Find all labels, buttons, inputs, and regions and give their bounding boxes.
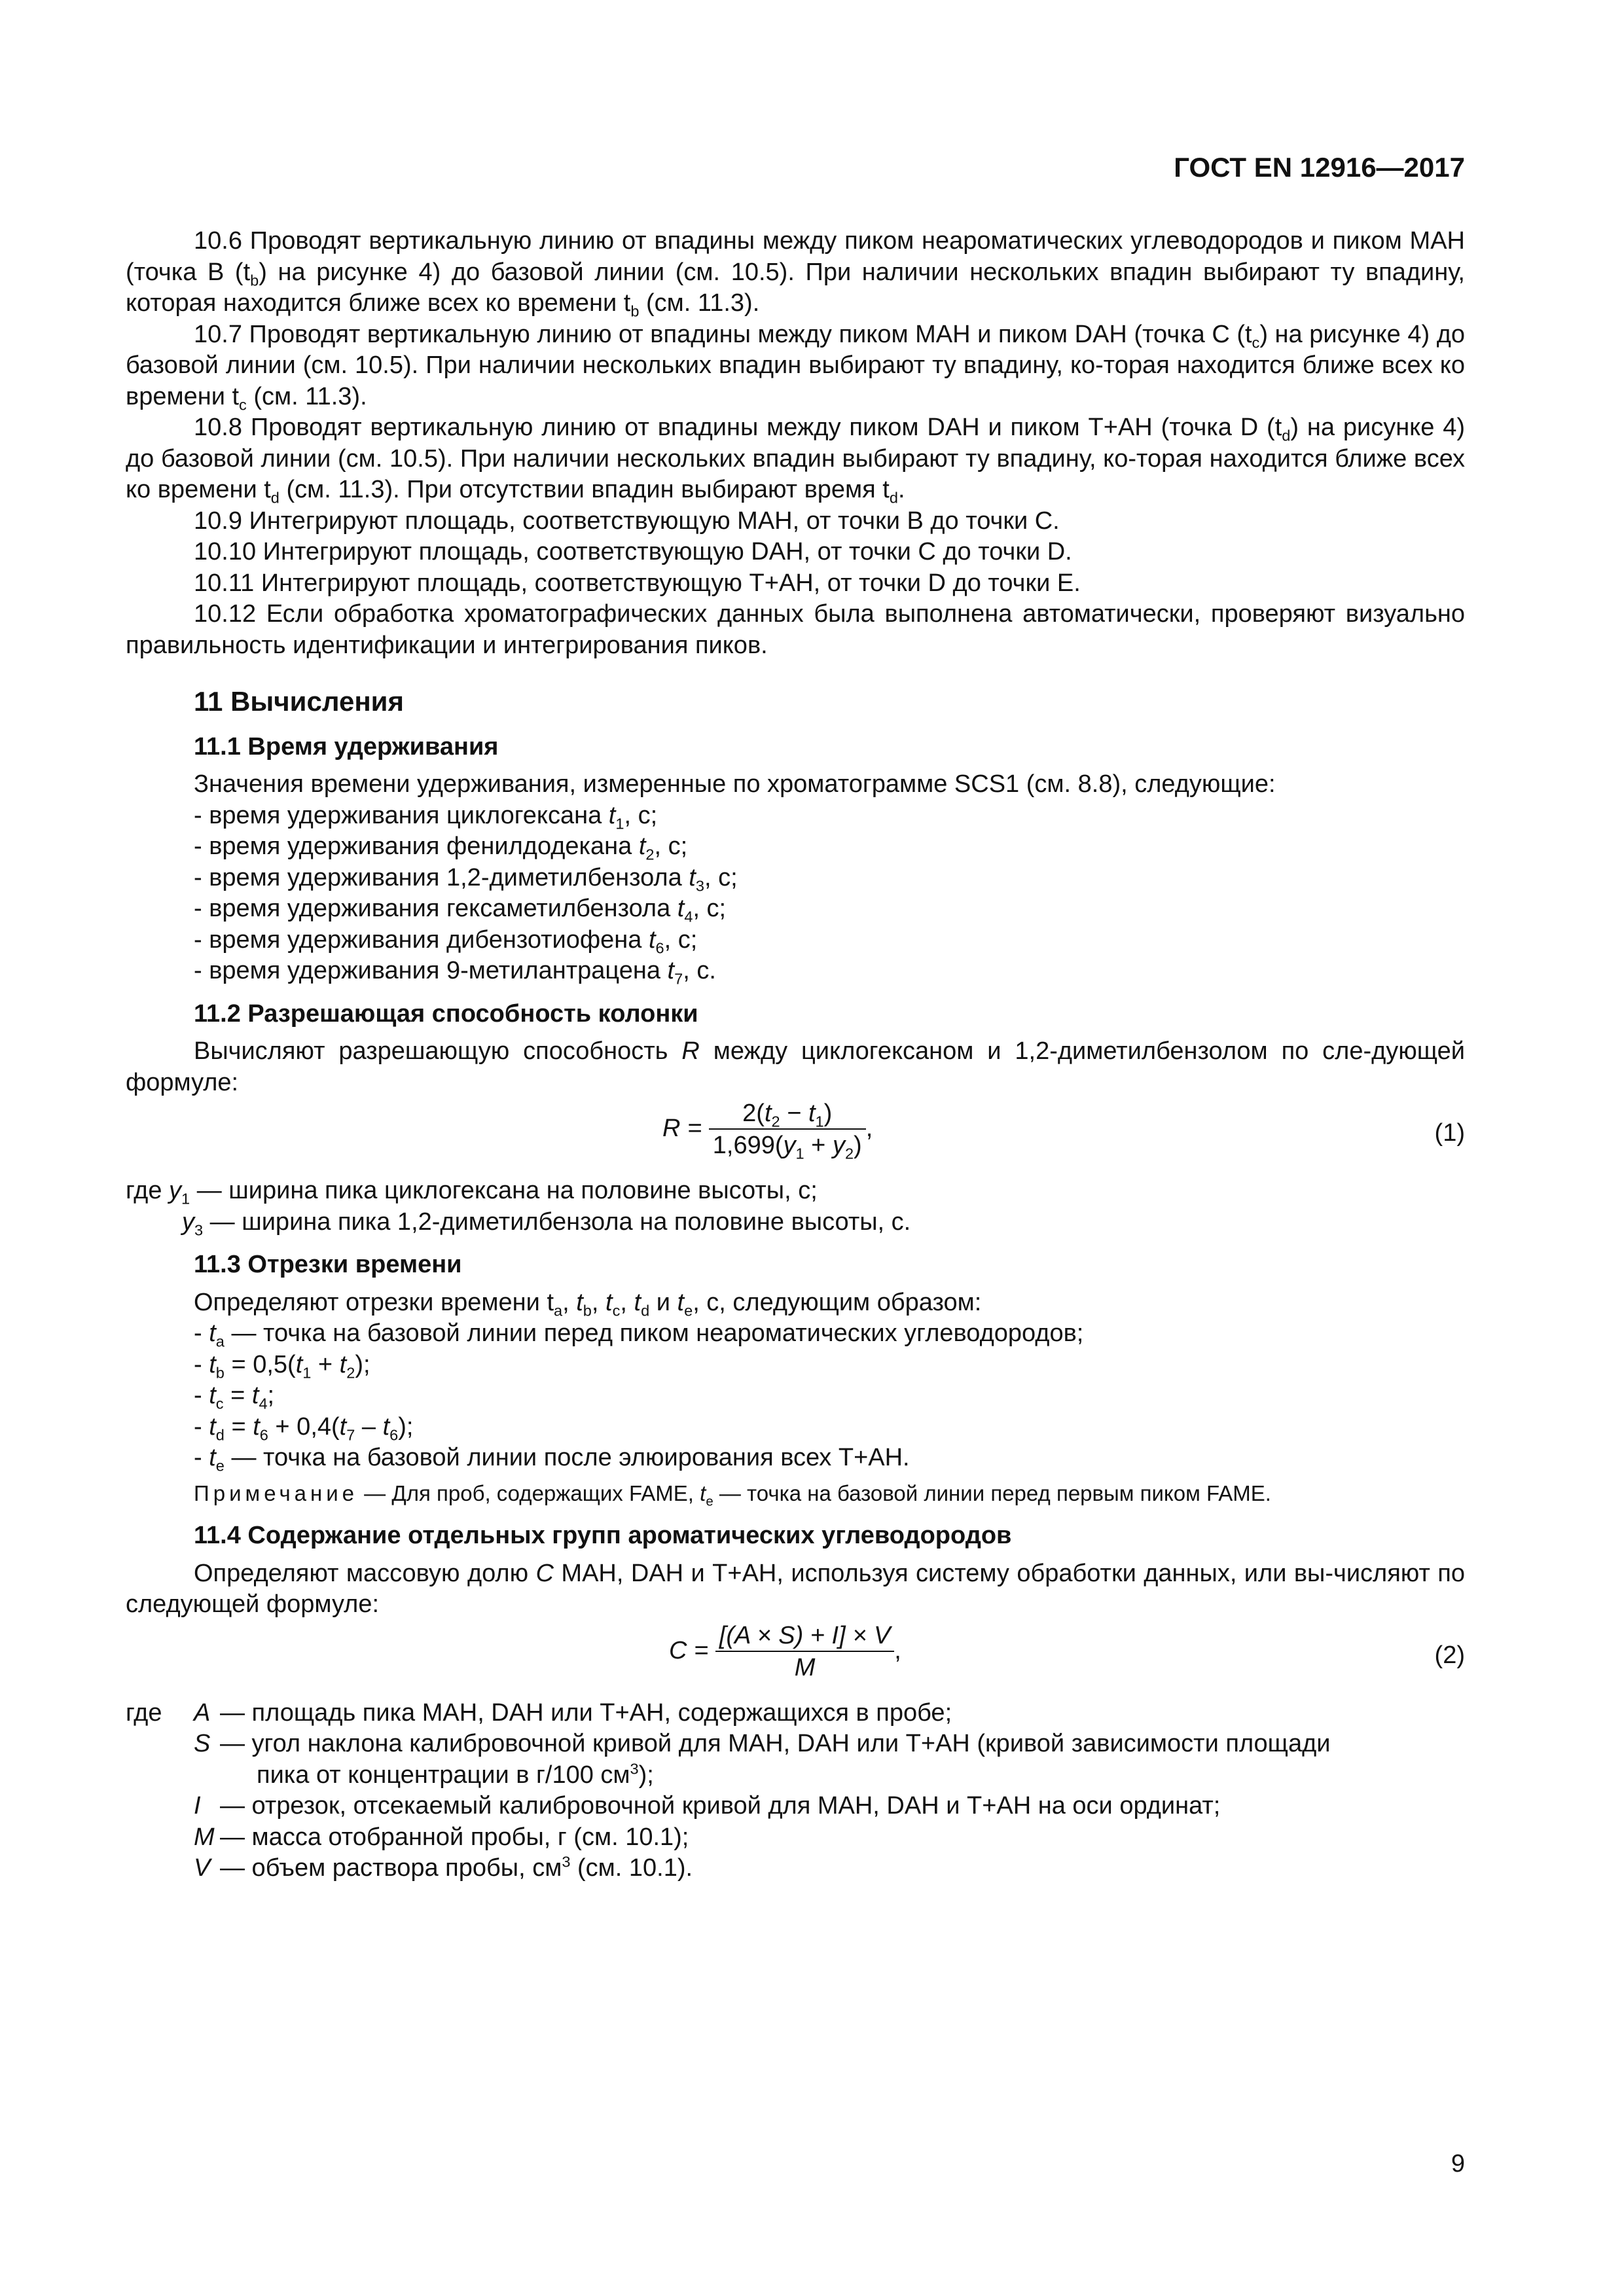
paragraph-10-7: 10.7 Проводят вертикальную линию от впадины между пиком МАН и пиком DAH (точка C $(t_c)$ на рисунке 4) до базовой линии (см. 10.5). При наличии нескольких впадин выбирают ту впадину, ко-торая находится ближе всех ко времени $t_c$ (см. 11.3). (126, 320, 1465, 414)
content-intro: Определяют массовую долю C МАН, DAH и T+AH, используя систему обработки данных, или вы-числяют по следующей формуле: (126, 1559, 1466, 1618)
retention-item: - время удерживания циклогексана $t_1$, с; (194, 801, 658, 833)
subsection-11-4-heading: 11.4 Содержание отдельных групп ароматических углеводородов (194, 1522, 1012, 1549)
formula-1-expression: R = $\frac{2(t_2 - t_1)}{1,699(y_1 + y_2)}$ , (662, 1100, 873, 1162)
formula-2-expression: C = $\frac{[(A \times S) + I] \times V}{M}$ , (669, 1621, 1127, 1683)
time-segment-item: - $t_e$ — точка на базовой линии после элюирования всех Т+АН. (194, 1444, 910, 1475)
formula-1-where-line: $y_3$ — ширина пика 1,2-диметилбензола на половине высоты, с. (182, 1208, 911, 1239)
subsection-11-3-heading: 11.3 Отрезки времени (194, 1251, 462, 1278)
retention-item: - время удерживания 1,2-диметилбензола $t_3$, с; (194, 863, 738, 895)
retention-item: - время удерживания дибензотиофена $t_6$, с; (194, 925, 698, 957)
formula-2 (126, 1621, 1465, 1698)
retention-item: - время удерживания фенилдодекана $t_2$, с; (194, 833, 688, 863)
retention-item: - время удерживания 9-метилантрацена $t_7$, с. (194, 957, 716, 988)
time-segment-item: - $t_a$ — точка на базовой линии перед пиком неароматических углеводородов; (194, 1319, 1084, 1350)
page-content (126, 226, 1465, 1884)
paragraph-10-12: 10.12 Если обработка хроматографических данных была выполнена автоматически, проверяют визуально правильность идентификации и интегрирования пиков. (126, 600, 1466, 659)
formula-1-number: (1) (1434, 1119, 1465, 1147)
paragraph-10-6: 10.6 Проводят вертикальную линию от впадины между пиком неароматических углеводородов и пиком МАН (точка В $(t_b)$ на рисунке 4) до базовой линии (см. 10.5). При наличии нескольких впадин выбирают ту впадину, которая находится ближе всех ко времени $t_b$ (см. 11.3). (126, 227, 1465, 320)
formula-1-fraction: $\frac{2(t_2 - t_1)}{1,699(y_1 + y_2)}$ (709, 1098, 866, 1161)
note: Примечание — Для проб, содержащих FAME, $t_e$ — точка на базовой линии перед первым пиком FAME. (194, 1480, 1271, 1509)
page-number: 9 (1451, 2150, 1465, 2178)
time-segment-item: - $t_c = t_4$; (194, 1382, 275, 1412)
retention-intro: Значения времени удерживания, измеренные по хроматограмме SCS1 (см. 8.8), следующие: (194, 770, 1276, 798)
formula-2-number: (2) (1434, 1641, 1465, 1669)
formula-1-where-line: где $y_1$ — ширина пика циклогексана на половине высоты, с; (126, 1177, 818, 1208)
retention-item: - время удерживания гексаметилбензола $t_4$, с; (194, 895, 727, 925)
paragraph-10-9: 10.9 Интегрируют площадь, соответствующую МАН, от точки В до точки С. (194, 507, 1060, 535)
subsection-11-1-heading: 11.1 Время удерживания (194, 732, 499, 761)
time-segment-item: - $t_b = 0,5(t_1 + t_2)$; (194, 1350, 370, 1382)
time-segment-item: - $t_d = t_6 + 0,4(t_7 - t_6)$; (194, 1412, 414, 1444)
formula-2-definitions: где A — площадь пика МАН, DAH или T+AH, содержащихся в пробе; S — угол наклона калибровочной кривой для МАН, DAH или T+AH (кривой зависимости площади пика от концентрации в г/100 $см^3$); I — отрезок, отсекаемый калибровочной кривой для МАН, DAH и T+AH на оси ординат; M — масса отобранной пробы, г (см. 10.1); V — объем раствора пробы, $см^3$ (см. 10.1). (126, 1698, 1331, 1882)
paragraph-10-8: 10.8 Проводят вертикальную линию от впадины между пиком DAH и пиком T+AH (точка D $(t_d)$ на рисунке 4) до базовой линии (см. 10.5). При наличии нескольких впадин выбирают ту впадину, ко-торая находится ближе всех ко времени $t_d$ (см. 11.3). При отсутствии впадин выбирают время $t_d$. (126, 414, 1466, 507)
document-header: ГОСТ EN 12916—2017 (1174, 152, 1465, 183)
section-11-heading: 11 Вычисления (194, 686, 405, 717)
formula-2-fraction: $\frac{[(A \times S) + I] \times V}{M}$ (715, 1621, 895, 1683)
paragraph-10-10: 10.10 Интегрируют площадь, соответствующую DAH, от точки С до точки D. (194, 538, 1072, 565)
time-segments-intro: Определяют отрезки времени $t_a$, $t_b$, $t_c$, $t_d$ и $t_e$, с, следующим образом: (194, 1288, 982, 1319)
formula-1 (126, 1098, 1465, 1175)
paragraph-10-11: 10.11 Интегрируют площадь, соответствующую T+AH, от точки D до точки E. (194, 569, 1081, 597)
subsection-11-2-heading: 11.2 Разрешающая способность колонки (194, 999, 698, 1028)
resolution-intro: Вычисляют разрешающую способность R между циклогексаном и 1,2-диметилбензолом по сле-дующей формуле: (126, 1037, 1466, 1096)
